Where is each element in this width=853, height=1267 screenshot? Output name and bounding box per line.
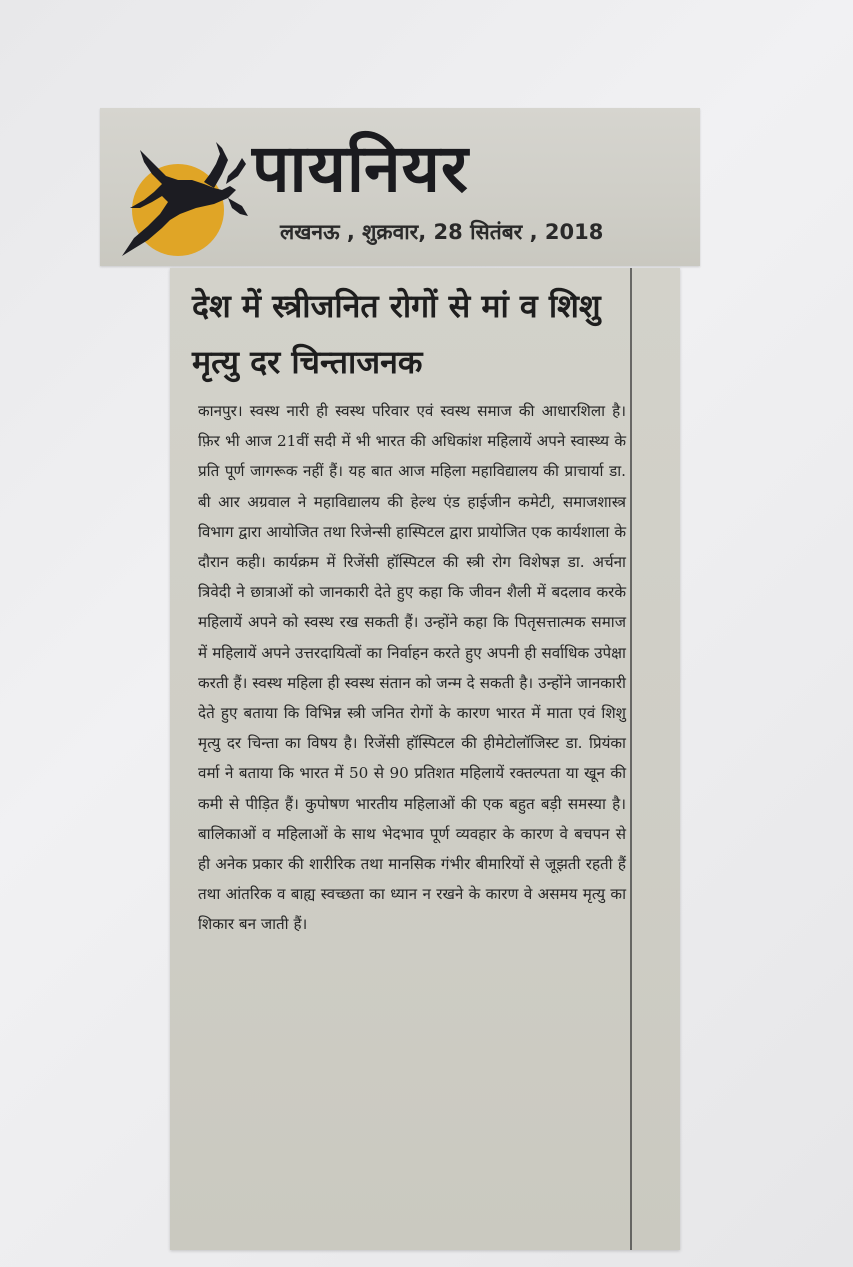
masthead-clipping xyxy=(100,108,700,266)
newspaper-name: पायनियर xyxy=(252,130,469,207)
column-rule xyxy=(630,268,632,1250)
dateline: लखनऊ , शुक्रवार, 28 सितंबर , 2018 xyxy=(280,220,604,244)
leaping-deer-logo-icon xyxy=(118,128,250,258)
article-body: कानपुर। स्वस्थ नारी ही स्वस्थ परिवार एवं स्वस्थ समाज की आधारशिला है। फ़िर भी आज 21वीं सदी में भी भारत की अधिकांश महिलायें अपने स्वास्थ्य के प्रति पूर्ण जागरूक नहीं हैं। यह बात आज महिला महाविद्यालय की प्राचार्या डा. बी आर अग्रवाल ने महाविद्यालय की हेल्थ एंड हाईजीन कमेटी, समाजशास्त्र विभाग द्वारा आयोजित तथा रिजेन्सी हास्पिटल द्वारा प्रायोजित एक कार्यशाला के दौरान कही। कार्यक्रम में रिजेंसी हॉस्पिटल की स्त्री रोग विशेषज्ञ डा. अर्चना त्रिवेदी ने छात्राओं को जानकारी देते हुए कहा कि जीवन शैली में बदलाव करके महिलायें अपने को स्वस्थ रख सकती हैं। उन्होंने कहा कि पितृसत्तात्मक समाज में महिलायें अपने उत्तरदायित्वों का निर्वाहन करते हुए अपनी ही सर्वाधिक उपेक्षा करती हैं। स्वस्थ महिला ही स्वस्थ संतान को जन्म दे सकती है। उन्होंने जानकारी देते हुए बताया कि विभिन्न स्त्री जनित रोगों के कारण भारत में माता एवं शिशु मृत्यु दर चिन्ता का विषय है। रिजेंसी हॉस्पिटल की हीमेटोलॉजिस्ट डा. प्रियंका वर्मा ने बताया कि भारत में 50 से 90 प्रतिशत महिलायें रक्तल्पता या खून की कमी से पीड़ित हैं। कुपोषण भारतीय महिलाओं की एक बहुत बड़ी समस्या है। बालिकाओं व महिलाओं के साथ भेदभाव पूर्ण व्यवहार के कारण वे बचपन से ही अनेक प्रकार की शारीरिक तथा मानसिक गंभीर बीमारियों से जूझती रहती हैं तथा आंतरिक व बाह्य स्वच्छता का ध्यान न रखने के कारण वे असमय मृत्यु का शिकार बन जाती हैं। xyxy=(198,402,626,934)
article-clipping xyxy=(170,268,680,1250)
article-headline: देश में स्त्रीजनित रोगों से मां व शिशु मृत्यु दर चिन्ताजनक xyxy=(192,287,601,381)
